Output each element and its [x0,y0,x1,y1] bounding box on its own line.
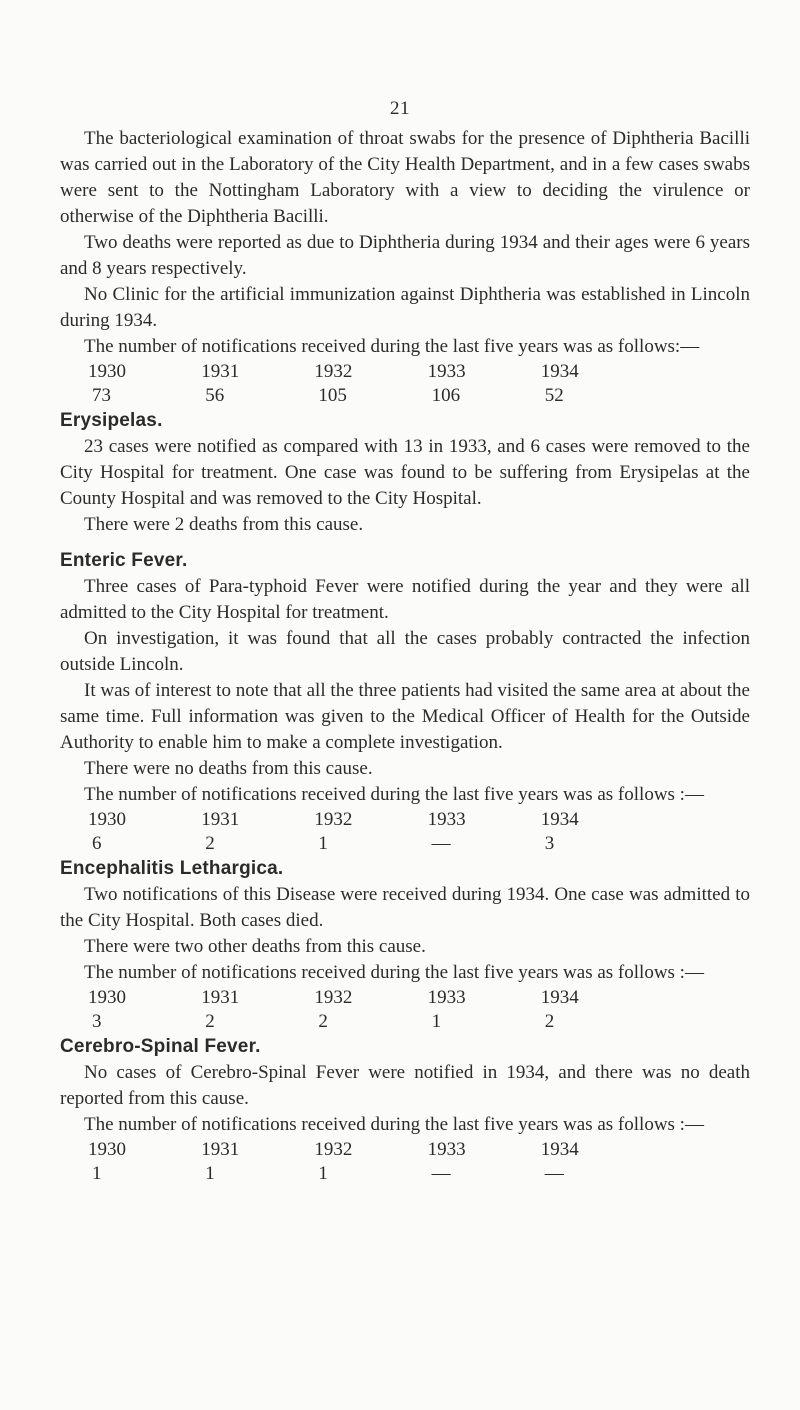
year-cell: 1931 [201,361,240,382]
enteric-paragraph-5: The number of notifications received during the last five years was as follows :— [84,784,704,805]
value-cell: — [431,1163,451,1184]
year-cell: 1930 [88,361,126,382]
value-cell: 3 [92,1011,102,1032]
enteric-paragraph-1: Three cases of Para-typhoid Fever were notified during the year and they were all admitted to the City Hospital for treatment. [60,576,750,623]
value-cell: 1 [318,833,328,854]
year-cell: 1931 [201,1139,240,1160]
diphtheria-notifications-table [88,360,654,408]
intro-paragraph-3: No Clinic for the artificial immunization against Diphtheria was established in Lincoln during 1934. [60,284,750,331]
year-cell: 1932 [314,987,353,1008]
year-cell: 1934 [540,809,579,830]
value-cell: — [544,1163,564,1184]
enteric-fever-heading: Enteric Fever. [60,550,188,571]
value-cell: 6 [92,833,102,854]
value-cell: 1 [318,1163,328,1184]
year-cell: 1930 [88,987,126,1008]
value-cell: — [431,833,451,854]
year-cell: 1932 [314,361,353,382]
erysipelas-paragraph-2: There were 2 deaths from this cause. [84,514,364,535]
erysipelas-paragraph-1: 23 cases were notified as compared with 13 in 1933, and 6 cases were removed to the City Hospital for treatment. One case was found to be suffering from Erysipelas at the County Hospital and was removed to the City Hospital. [60,436,750,509]
year-cell: 1932 [314,809,353,830]
year-cell: 1934 [540,361,579,382]
value-cell: 2 [544,1011,555,1032]
cerebro-notifications-table [88,1138,654,1186]
cerebro-paragraph-1: No cases of Cerebro-Spinal Fever were notified in 1934, and there was no death reported from this cause. [60,1062,750,1109]
encephalitis-notifications-table [88,986,654,1034]
encephalitis-paragraph-2: There were two other deaths from this cause. [84,936,426,957]
value-cell: 2 [205,1011,215,1032]
year-cell: 1933 [427,1139,466,1160]
value-cell: 52 [544,385,564,406]
year-cell: 1933 [427,809,466,830]
enteric-paragraph-2: On investigation, it was found that all the cases probably contracted the infection outside Lincoln. [60,628,750,675]
encephalitis-heading: Encephalitis Lethargica. [60,858,284,879]
value-cell: 73 [92,385,111,406]
value-cell: 1 [431,1011,442,1032]
page-body [60,126,750,1186]
encephalitis-paragraph-3: The number of notifications received during the last five years was as follows :— [84,962,704,983]
intro-paragraph-4: The number of notifications received during the last five years was as follows:— [84,336,700,357]
encephalitis-paragraph-1: Two notifications of this Disease were received during 1934. One case was admitted to the City Hospital. Both cases died. [60,884,750,931]
year-cell: 1930 [88,1139,126,1160]
year-cell: 1932 [314,1139,353,1160]
year-cell: 1930 [88,809,126,830]
value-cell: 2 [318,1011,328,1032]
year-cell: 1931 [201,809,240,830]
value-cell: 1 [205,1163,215,1184]
cerebro-paragraph-2: The number of notifications received during the last five years was as follows :— [84,1114,704,1135]
value-cell: 2 [205,833,215,854]
value-cell: 105 [318,385,347,406]
intro-paragraph-2: Two deaths were reported as due to Diphtheria during 1934 and their ages were 6 years and 8 years respectively. [60,232,750,279]
value-cell: 106 [431,385,461,406]
value-cell: 3 [544,833,555,854]
value-cell: 1 [92,1163,102,1184]
year-cell: 1931 [201,987,240,1008]
year-cell: 1934 [540,987,579,1008]
enteric-notifications-table [88,808,654,856]
page-number: 21 [390,98,410,119]
cerebro-spinal-heading: Cerebro-Spinal Fever. [60,1036,261,1057]
erysipelas-heading: Erysipelas. [60,410,163,431]
enteric-paragraph-4: There were no deaths from this cause. [84,758,373,779]
year-cell: 1933 [427,987,466,1008]
year-cell: 1933 [427,361,466,382]
enteric-paragraph-3: It was of interest to note that all the three patients had visited the same area at about the same time. Full information was given to the Medical Officer of Health for the Outside Authority to enable him to make a complete investigation. [60,680,750,753]
year-cell: 1934 [540,1139,579,1160]
intro-paragraph-1: The bacteriological examination of throat swabs for the presence of Diphtheria Bacilli was carried out in the Laboratory of the City Health Department, and in a few cases swabs were sent to the Nottingham Laboratory with a view to deciding the virulence or otherwise of the Diphtheria Bacilli. [60,128,750,227]
value-cell: 56 [205,385,225,406]
